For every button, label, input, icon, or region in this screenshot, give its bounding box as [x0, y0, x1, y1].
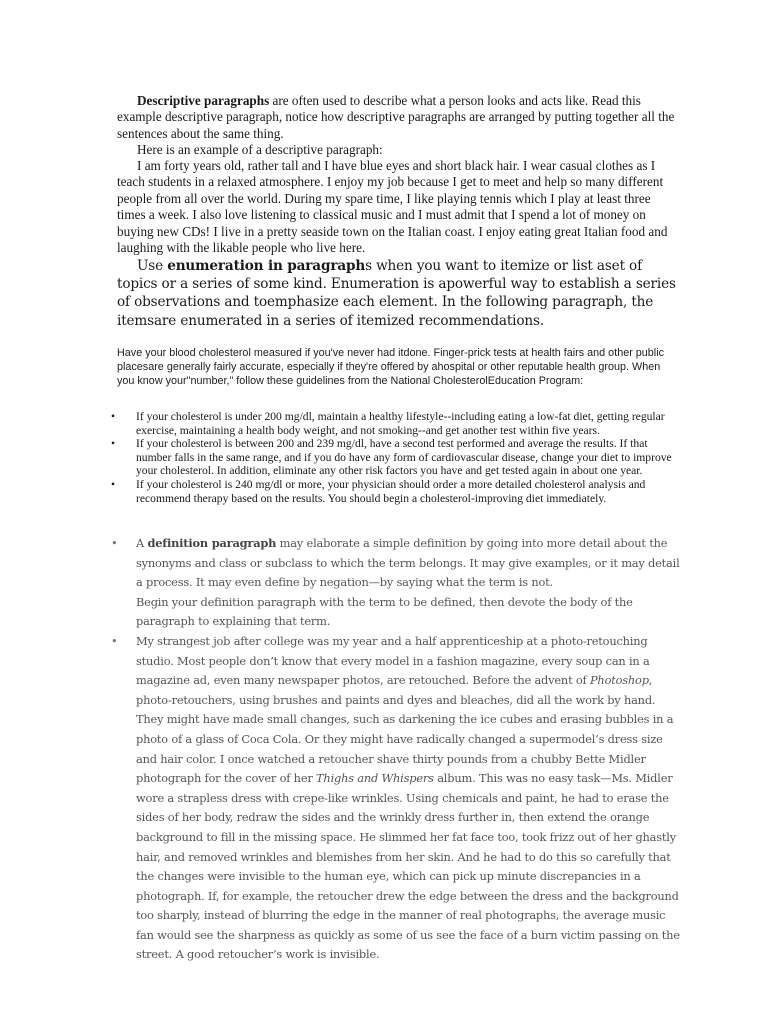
bullet-icon: •	[111, 477, 116, 491]
definition-paragraph-list	[108, 534, 680, 965]
definition-text: may elaborate a simple definition by going into more detail about the synonyms and class or subclass to which the term belongs. It may give examples, or it may detail a process. It may even define by negation—by saying what the term is not.	[136, 536, 680, 590]
photoshop-term: Photoshop	[589, 673, 649, 688]
definition-instruction-text: Begin your definition paragraph with the term to be defined, then devote the body of the paragraph to explaining that term.	[136, 594, 633, 629]
list-item	[108, 410, 680, 437]
example-lead-in	[117, 142, 677, 158]
bullet-icon: •	[111, 536, 118, 550]
list-item-text: If your cholesterol is between 200 and 239 mg/dl, have a second test performed and average the results. If that number falls in the same range, and if you do have any form of cardiovascular disease, change your diet to improve your cholesterol. In addition, eliminate any other risk factors you have and get tested again in about one year.	[136, 437, 672, 478]
enumeration-term: enumeration in paragraph	[167, 258, 366, 274]
cholesterol-guidelines-list	[108, 410, 680, 505]
definition-pre-text: A	[136, 536, 148, 550]
descriptive-example-paragraph	[117, 158, 677, 256]
list-item-definition	[108, 534, 680, 632]
album-title: Thighs and Whispers	[316, 771, 434, 786]
list-item-text: If your cholesterol is 240 mg/dl or more, your physician should order a more detailed cholesterol analysis and recommend therapy based on the results. You should begin a cholesterol-improving diet immediately.	[136, 477, 646, 505]
enumeration-pre-text: Use	[137, 258, 168, 274]
list-item-text: If your cholesterol is under 200 mg/dl, maintain a healthy lifestyle--including eating a low-fat diet, getting regular exercise, maintaining a health body weight, and not smoking--and get another test within five years.	[136, 410, 665, 437]
story-text-1: My strangest job after college was my year and a half apprenticeship at a photo-retouching studio. Most people don’t know that every model in a fashion magazine, every soup can in a magazine ad, even many newspaper photos, are retouched. Before the advent of	[136, 633, 650, 688]
list-item-story	[108, 632, 680, 965]
enumeration-text: s when you want to itemize or list aset of topics or a series of some kind. Enumeration is apowerful way to establish a series of observations and toemphasize each element. In the following paragraph, the itemsare enumerated in a series of itemized recommendations.	[117, 258, 676, 329]
cholesterol-intro-paragraph: Have your blood cholesterol measured if you've never had itdone. Finger-prick tests at health fairs and other public placesare generally fairly accurate, especially if they're offered by ahospital or other reputable health group. When you know your"number," follow these guidelines from the National CholesterolEducation Program:	[117, 347, 665, 387]
list-item	[108, 478, 680, 505]
descriptive-intro-paragraph	[117, 93, 677, 142]
descriptive-paragraphs-term: Descriptive paragraphs	[137, 93, 270, 108]
list-item	[108, 437, 680, 478]
definition-paragraph-term: definition paragraph	[147, 536, 277, 550]
bullet-icon: •	[111, 633, 118, 648]
story-text-3: album. This was no easy task—Ms. Midler wore a strapless dress with crepe-like wrinkles. Using chemicals and paint, he had to erase the sides of her body, redraw the sides and the wrinkly dress further in, then extend the orange background to fill in the missing space. He slimmed her fat face too, took frizz out of her ghastly hair, and removed wrinkles and blemishes from her skin. And he had to do this so carefully that the changes were invisible to the human eye, which can pick up minute discrepancies in a photograph. If, for example, the retoucher drew the edge between the dress and the background too sharply, instead of blurring the edge in the manner of real photographs, the average music fan would see the sharpness as quickly as some of us see the face of a burn victim passing on the street. A good retoucher’s work is invisible.	[136, 771, 680, 962]
enumeration-paragraph	[117, 257, 677, 330]
story-text-2: , photo-retouchers, using brushes and paints and dyes and bleaches, did all the work by hand. They might have made small changes, such as darkening the ice cubes and erasing bubbles in a photo of a glass of Coca Cola. Or they might have radically changed a supermodel’s dress size and hair color. I once watched a retoucher shave thirty pounds from a chubby Bette Midler photograph for the cover of her	[136, 673, 674, 786]
example-lead-in-text: Here is an example of a descriptive paragraph:	[137, 142, 383, 157]
descriptive-example-text: I am forty years old, rather tall and I have blue eyes and short black hair. I wear casual clothes as I teach students in a relaxed atmosphere. I enjoy my job because I get to meet and help so many different people from all over the world. During my spare time, I like playing tennis which I play at least three times a week. I also love listening to classical music and I must admit that I spend a lot of money on buying new CDs! I live in a pretty seaside town on the Italian coast. I enjoy eating great Italian food and laughing with the likable people who live here.	[117, 158, 668, 256]
descriptive-intro-text: are often used to describe what a person looks and acts like. Read this example descriptive paragraph, notice how descriptive paragraphs are arranged by putting together all the sentences about the same thing.	[117, 93, 675, 141]
bullet-icon: •	[111, 437, 116, 451]
bullet-icon: •	[111, 410, 116, 423]
